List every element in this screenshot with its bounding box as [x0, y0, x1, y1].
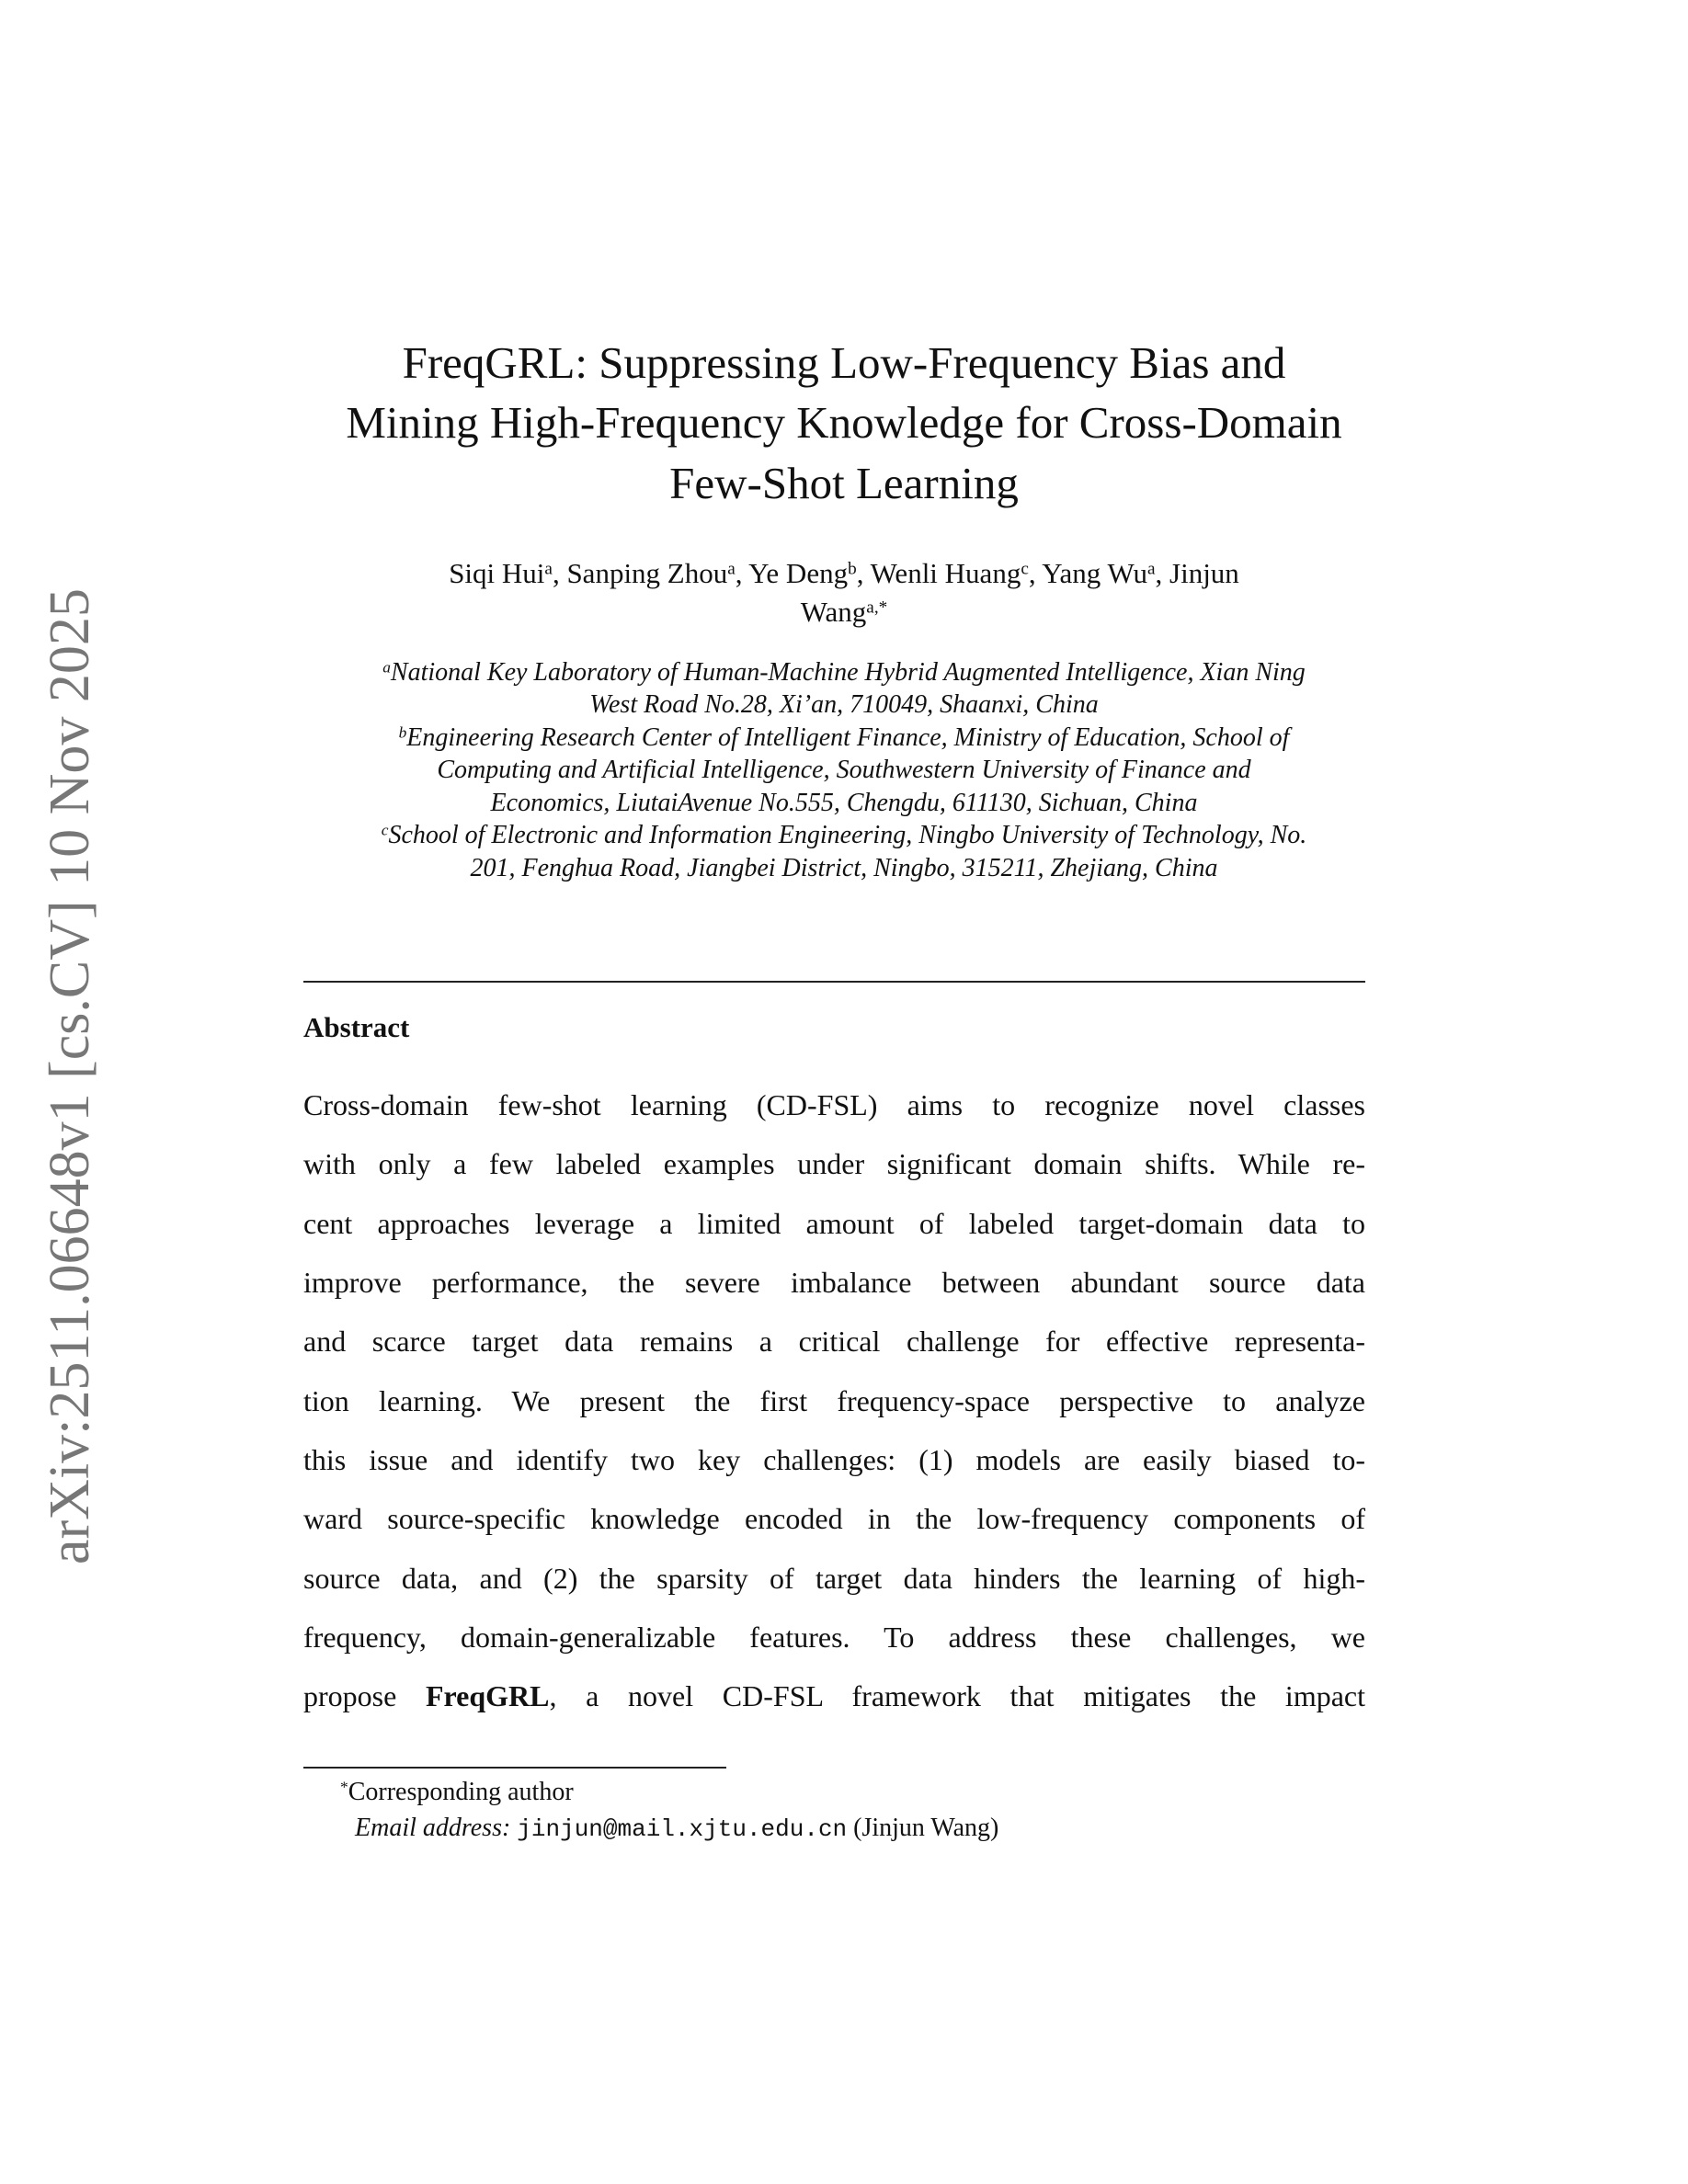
title-line-3: Few-Shot Learning [669, 458, 1019, 508]
abstract-line: cent approaches leverage a limited amount of labeled target-domain data to [303, 1207, 1365, 1240]
abstract-heading: Abstract [303, 1011, 410, 1043]
author-list-cont [0, 597, 1688, 626]
affiliation-a-2: West Road No.28, Xi’an, 710049, Shaanxi, China [589, 690, 1099, 719]
aff-sup: c [381, 821, 389, 839]
abstract-line: this issue and identify two key challenges: (1) models are easily biased to- [303, 1443, 1365, 1476]
author-sup: a [727, 559, 736, 579]
author: Sanping Zhou [566, 557, 728, 589]
abstract-line: tion learning. We present the first frequency-space perspective to analyze [303, 1384, 1365, 1417]
text: Corresponding author [348, 1778, 574, 1806]
author-sup: a [544, 559, 553, 579]
aff-line: School of Electronic and Information Engineering, Ningbo University of Technology, No. [388, 821, 1307, 849]
footnote-corresponding [340, 1780, 574, 1805]
affiliation-b [0, 725, 1688, 751]
author: Jinjun [1169, 557, 1239, 589]
footnote-email [355, 1815, 998, 1842]
abstract-line: and scarce target data remains a critical challenge for effective representa- [303, 1325, 1365, 1358]
author: Siqi Hui [449, 557, 545, 589]
abstract-line: with only a few labeled examples under significant domain shifts. While re- [303, 1147, 1365, 1180]
footnote-rule [303, 1767, 726, 1769]
author-sup: a,* [866, 597, 888, 618]
aff-line: National Key Laboratory of Human-Machine Hybrid Augmented Intelligence, Xian Ning [390, 658, 1306, 687]
abstract-line: improve performance, the severe imbalance between abundant source data [303, 1266, 1365, 1299]
method-name: FreqGRL [425, 1679, 550, 1712]
email-address[interactable]: jinjun@mail.xjtu.edu.cn [517, 1815, 848, 1843]
arxiv-identifier: arXiv:2511.06648v1 [cs.CV] 10 Nov 2025 [39, 588, 101, 1564]
author-sup: c [1021, 559, 1029, 579]
author-list: Siqi Hui$^a$, Sanping Zhou$^a$, Ye Deng$^b$, Wenli Huang$^c$, Yang Wu$^a$, Jinjun [449, 557, 1239, 589]
abstract-line: Cross-domain few-shot learning (CD-FSL) aims to recognize novel classes [303, 1088, 1365, 1121]
title-line-1: FreqGRL: Suppressing Low-Frequency Bias and [402, 337, 1286, 388]
author: Wang [800, 596, 867, 628]
abstract-line: ward source-specific knowledge encoded in the low-frequency components of [303, 1502, 1365, 1535]
author: Wenli Huang [870, 557, 1021, 589]
affiliation-a [0, 660, 1688, 686]
title-line-2: Mining High-Frequency Knowledge for Cross-Domain [346, 397, 1342, 448]
aff-line: Engineering Research Center of Intelligent Finance, Ministry of Education, School of [406, 723, 1290, 752]
affiliation-b-3: Economics, LiutaiAvenue No.555, Chengdu, 611130, Sichuan, China [490, 789, 1198, 817]
text: , a novel CD-FSL framework that mitigates the impact [549, 1679, 1366, 1712]
abstract-line-last [303, 1681, 1365, 1711]
affiliation-c [0, 823, 1688, 848]
author-sup: b [848, 559, 857, 579]
author: Ye Deng [748, 557, 849, 589]
abstract-line: frequency, domain-generalizable features. To address these challenges, we [303, 1621, 1365, 1654]
text: propose [303, 1679, 397, 1712]
affiliation-c-2: 201, Fenghua Road, Jiangbei District, Ningbo, 315211, Zhejiang, China [470, 854, 1218, 882]
email-owner: (Jinjun Wang) [853, 1814, 999, 1842]
author: Yang Wu [1042, 557, 1147, 589]
footnote-mark: * [340, 1778, 348, 1796]
affiliation-b-2: Computing and Artificial Intelligence, Southwestern University of Finance and [437, 756, 1251, 784]
aff-sup: a [382, 658, 391, 677]
abstract-line: source data, and (2) the sparsity of target data hinders the learning of high- [303, 1562, 1365, 1595]
email-label: Email address: [355, 1814, 511, 1842]
abstract-top-rule [303, 981, 1365, 983]
aff-sup: b [398, 723, 407, 742]
author-sup: a [1146, 559, 1156, 579]
